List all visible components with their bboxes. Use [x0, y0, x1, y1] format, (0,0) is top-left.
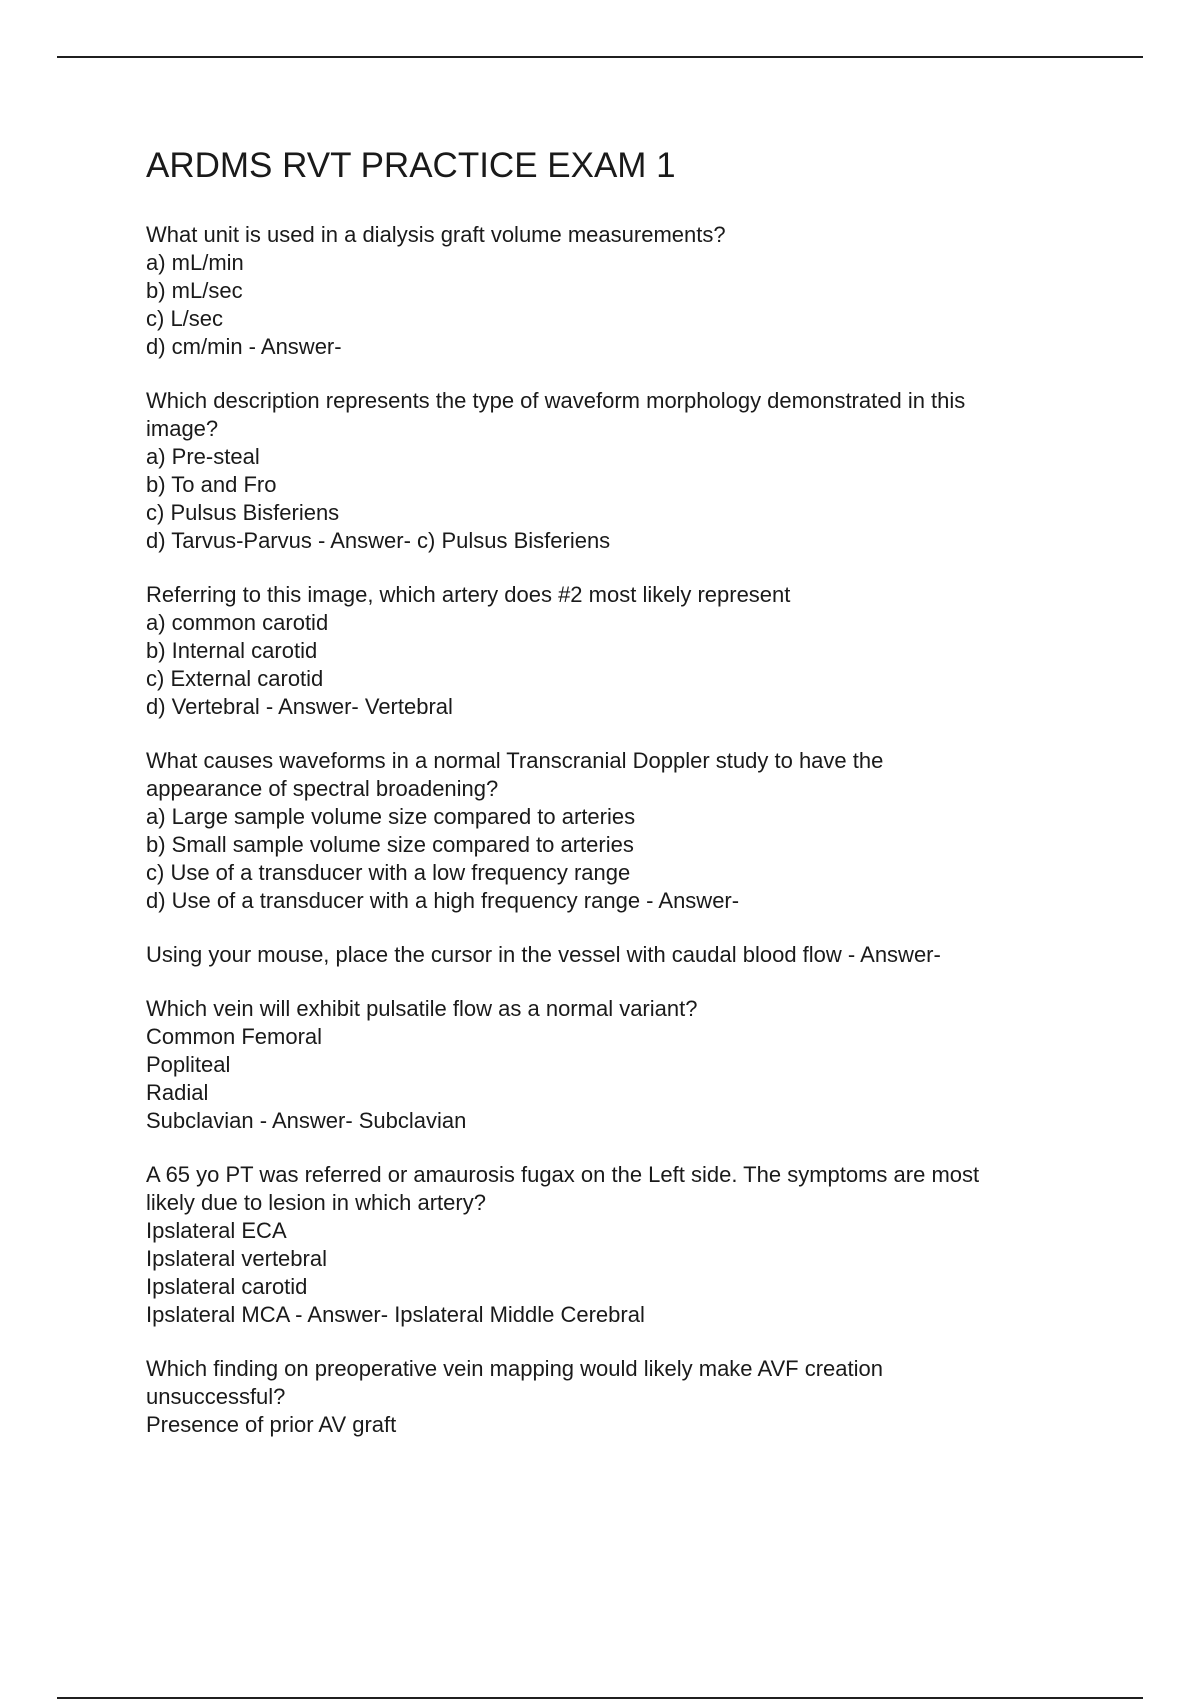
answer-option: b) Internal carotid — [146, 638, 318, 663]
question-3 — [146, 581, 1076, 721]
question-6 — [146, 995, 1076, 1135]
question-text: Which finding on preoperative vein mapping would likely make AVF creation — [146, 1356, 883, 1381]
question-7 — [146, 1161, 1076, 1329]
answer-option: c) Use of a transducer with a low frequency range — [146, 860, 631, 885]
answer-option: c) L/sec — [146, 306, 224, 331]
answer-option: Popliteal — [146, 1052, 231, 1077]
document-title: ARDMS RVT PRACTICE EXAM 1 — [146, 146, 676, 185]
question-8 — [146, 1355, 1076, 1439]
answer-option: Ipslateral carotid — [146, 1274, 308, 1299]
top-rule — [57, 56, 1143, 58]
answer-option: c) Pulsus Bisferiens — [146, 500, 340, 525]
document-body — [146, 141, 1076, 1465]
answer-option: a) mL/min — [146, 250, 244, 275]
answer-option: Presence of prior AV graft — [146, 1412, 397, 1437]
answer-option: Common Femoral — [146, 1024, 323, 1049]
question-text: What causes waveforms in a normal Transcranial Doppler study to have the — [146, 748, 884, 773]
question-text: A 65 yo PT was referred or amaurosis fugax on the Left side. The symptoms are most — [146, 1162, 980, 1187]
answer-option: a) Pre-steal — [146, 444, 260, 469]
question-text: Which description represents the type of waveform morphology demonstrated in this — [146, 388, 966, 413]
answer-option: Ipslateral MCA - Answer- Ipslateral Middle Cerebral — [146, 1302, 645, 1327]
question-text: image? — [146, 416, 219, 441]
answer-option: Ipslateral vertebral — [146, 1246, 327, 1271]
question-4 — [146, 747, 1076, 915]
answer-option: Ipslateral ECA — [146, 1218, 287, 1243]
answer-option: a) common carotid — [146, 610, 329, 635]
question-text: unsuccessful? — [146, 1384, 286, 1409]
answer-option: d) Use of a transducer with a high frequency range - Answer- — [146, 888, 740, 913]
answer-option: d) cm/min - Answer- — [146, 334, 342, 359]
question-text: Which vein will exhibit pulsatile flow as a normal variant? — [146, 996, 698, 1021]
answer-option: c) External carotid — [146, 666, 324, 691]
bottom-rule — [57, 1697, 1143, 1699]
answer-option: d) Vertebral - Answer- Vertebral — [146, 694, 453, 719]
answer-option: b) Small sample volume size compared to arteries — [146, 832, 634, 857]
answer-option: Radial — [146, 1080, 209, 1105]
question-2 — [146, 387, 1076, 555]
answer-option: Subclavian - Answer- Subclavian — [146, 1108, 467, 1133]
question-text: Referring to this image, which artery does #2 most likely represent — [146, 582, 791, 607]
answer-option: b) mL/sec — [146, 278, 243, 303]
question-1 — [146, 221, 1076, 361]
question-text: What unit is used in a dialysis graft volume measurements? — [146, 222, 726, 247]
answer-option: d) Tarvus-Parvus - Answer- c) Pulsus Bisferiens — [146, 528, 611, 553]
answer-option: a) Large sample volume size compared to arteries — [146, 804, 636, 829]
question-text: likely due to lesion in which artery? — [146, 1190, 486, 1215]
question-text: Using your mouse, place the cursor in the vessel with caudal blood flow - Answer- — [146, 942, 941, 967]
question-5 — [146, 941, 1076, 969]
answer-option: b) To and Fro — [146, 472, 277, 497]
question-text: appearance of spectral broadening? — [146, 776, 499, 801]
